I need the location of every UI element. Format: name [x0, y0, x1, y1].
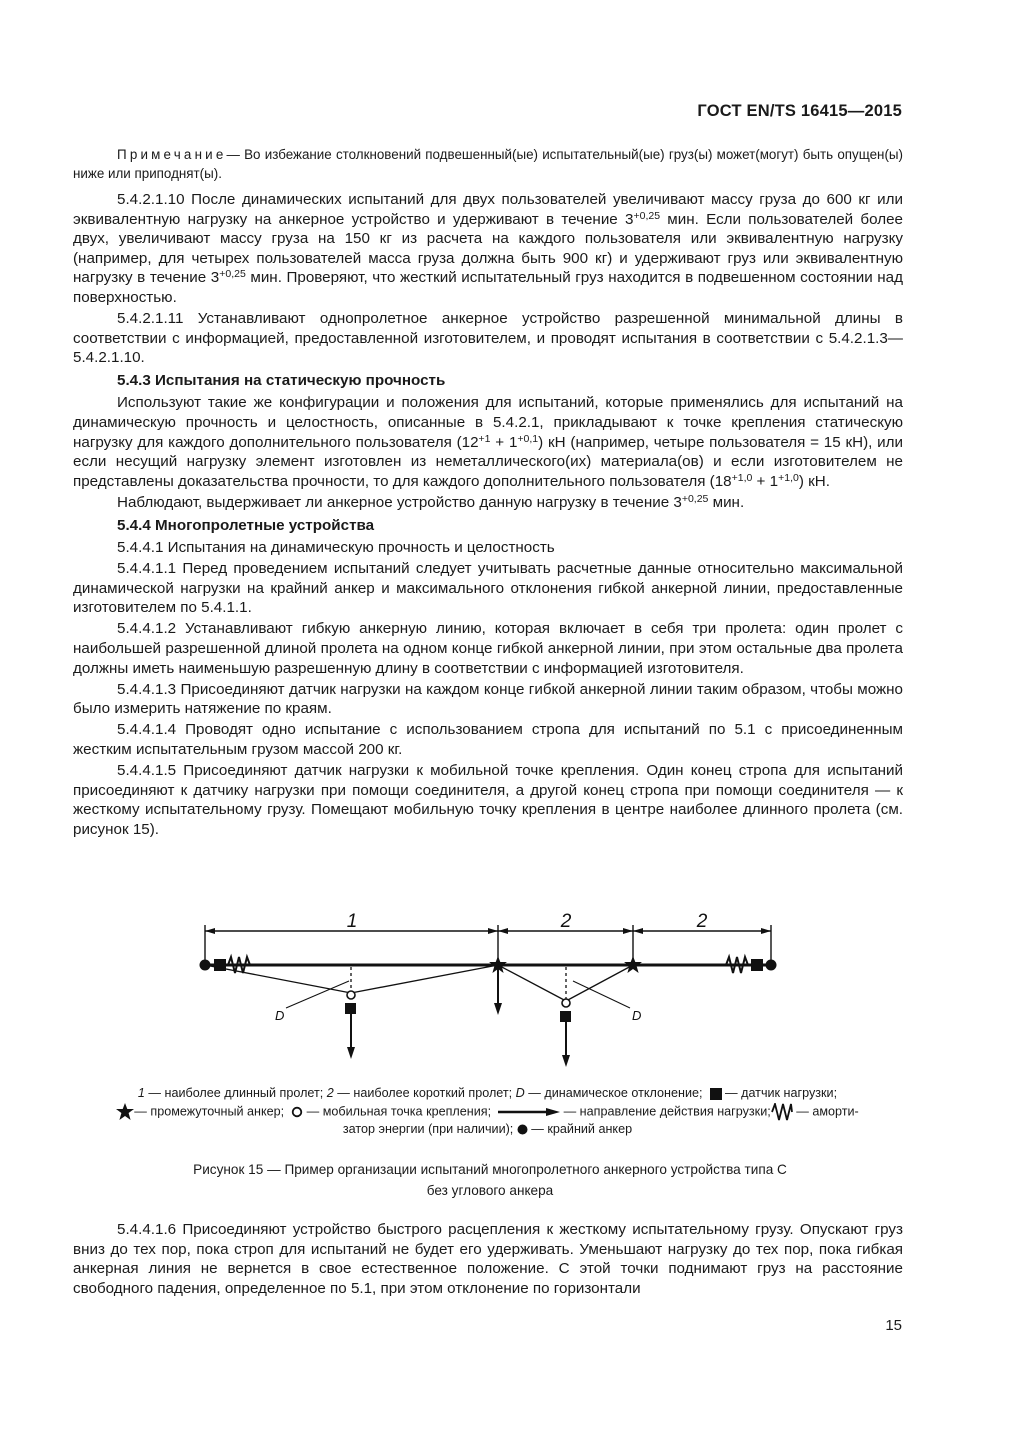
page-number: 15 — [885, 1317, 902, 1334]
note-label: Примечание — [117, 147, 227, 162]
load-sensor-2 — [560, 1011, 571, 1022]
legend-text: — крайний анкер — [527, 1121, 633, 1136]
heading-5-4-3: 5.4.3 Испытания на статическую прочность — [117, 371, 446, 389]
legend-text: — динамическое отклонение; — [524, 1086, 703, 1100]
paragraph-5-4-4-1-4: 5.4.4.1.4 Проводят одно испытание с использованием стропа для испытаний по 5.1 с присоединенным жестким испытательным грузом массой 200 кг. — [73, 721, 903, 759]
text-run: Наблюдают, выдерживает ли анкерное устройство данную нагрузку в течение 3 — [117, 493, 682, 511]
text-run: + 1 — [752, 472, 779, 490]
superscript: +1,0 — [778, 471, 799, 484]
load-sensor-1 — [345, 1003, 356, 1014]
load-direction-arrowhead — [494, 1003, 502, 1015]
arrowhead — [623, 928, 633, 934]
paragraph-5-4-4-1: 5.4.4.1 Испытания на динамическую прочность и целостность — [117, 539, 555, 557]
superscript: +0,25 — [219, 268, 246, 281]
text-run: Используют такие же конфигурации и положения для испытаний, которые применялись для испытаний на динамическую прочность и целостность, описанные в 5.4.2.1, прикладывают к точке крепления статическую нагрузку для каждого дополнительного пользователя (12 — [73, 394, 903, 451]
legend-text: — направление действия нагрузки; — [560, 1103, 771, 1118]
paragraph-5-4-4-1-1: 5.4.4.1.1 Перед проведением испытаний следует учитывать расчетные данные относительно максимальной динамической нагрузки на крайний анкер и максимального отклонения гибкой анкерной линии, предоставленные изготовителем по 5.4.1.1. — [73, 560, 903, 617]
deflected-line-right — [566, 965, 633, 1001]
standard-header: ГОСТ EN/TS 16415—2015 — [697, 102, 902, 120]
paragraph-observe — [73, 493, 903, 513]
arrowhead — [633, 928, 643, 934]
caption-line-1: Рисунок 15 — Пример организации испытаний многопролетного анкерного устройства типа С — [193, 1162, 787, 1177]
deflected-line-right — [351, 965, 498, 993]
body-text-after-figure — [73, 1220, 903, 1298]
arrowhead — [205, 928, 215, 934]
text-run: мин. — [708, 493, 745, 511]
load-direction-arrowhead — [562, 1055, 570, 1067]
legend-text: — наиболее короткий пролет; — [333, 1086, 516, 1100]
mobile-point-icon — [291, 1106, 303, 1118]
legend-text: затор энергии (при наличии); — [342, 1121, 514, 1136]
figure-legend — [80, 1085, 895, 1138]
figure-caption — [90, 1159, 890, 1201]
load-sensor-right — [751, 959, 763, 971]
mobile-attachment-point-2 — [562, 999, 570, 1007]
energy-absorber-icon — [771, 1103, 793, 1121]
paragraph-5-4-3 — [73, 393, 903, 491]
text-run: мин. Проверяют, что жесткий испытательный груз находится в подвешенном состоянии над поверхностью. — [73, 269, 903, 306]
body-text — [73, 146, 903, 841]
star-icon — [116, 1103, 134, 1120]
text-run: мин. Если пользователей более двух, увеличивают массу груза на 150 кг из расчета на каждого пользователя или эквивалентную нагрузку (например, для четырех пользователей масса груза должна быть 900 кг) и удерживают груз или эквивалентную нагрузку в течение 3 — [73, 210, 903, 287]
legend-text: — мобильная точка крепления; — [303, 1103, 492, 1118]
text-run: 5.4.2.1.10 После динамических испытаний для двух пользователей увеличивают массу груза до 600 кг или эквивалентную нагрузку на анкерное устройство и удерживают в течение 3 — [73, 191, 903, 228]
text-run: + 1 — [490, 433, 518, 451]
heading-5-4-4: 5.4.4 Многопролетные устройства — [117, 516, 375, 534]
arrow-right-icon — [498, 1107, 560, 1117]
caption-line-2: без углового анкера — [426, 1183, 554, 1198]
superscript: +0,25 — [681, 492, 709, 505]
legend-line-1 — [80, 1085, 895, 1103]
load-sensor-icon — [710, 1088, 722, 1100]
superscript: +1 — [478, 432, 491, 445]
superscript: +0,25 — [633, 209, 661, 222]
leader-line — [286, 981, 349, 1008]
leader-line — [573, 981, 630, 1008]
end-anchor-icon — [517, 1124, 528, 1135]
arrowhead — [488, 928, 498, 934]
note-paragraph — [73, 146, 903, 183]
deflection-label-2: D — [632, 1008, 642, 1023]
legend-line-2 — [80, 1103, 895, 1121]
span-label-short-1: 2 — [560, 911, 572, 932]
deflected-line-left — [205, 965, 351, 993]
paragraph-5-4-2-1-10 — [73, 190, 903, 308]
superscript: +0,1 — [517, 432, 539, 445]
superscript: +1,0 — [731, 471, 753, 484]
end-anchor-right — [766, 960, 777, 971]
paragraph-5-4-4-1-6: 5.4.4.1.6 Присоединяют устройство быстрого расцепления к жесткому испытательному грузу. Опускают груз вниз до тех пор, пока строп для испытаний не будет его удерживать. Уменьшают нагрузку до тех пор, пока гибкая анкерная линия не вернется в свое естественное положение. С этой точки поднимают груз на расстояние свободного падения, определенное по 5.1, при этом отклонение по горизонтали — [73, 1221, 903, 1297]
legend-line-3 — [80, 1121, 895, 1139]
paragraph-5-4-4-1-2: 5.4.4.1.2 Устанавливают гибкую анкерную линию, которая включает в себя три пролета: один пролет с наибольшей разрешенной длиной пролета на одном конце гибкой анкерной линии, при этом остальные два пролета должны иметь наименьшую разрешенную длину в соответствии с информацией изготовителя. — [73, 620, 903, 677]
deflection-label-1: D — [275, 1008, 285, 1023]
load-direction-arrowhead — [347, 1047, 355, 1059]
span-label-longest: 1 — [346, 911, 358, 932]
mobile-attachment-point-1 — [347, 991, 355, 999]
legend-text: — аморти- — [792, 1103, 859, 1118]
legend-key: D — [515, 1086, 525, 1100]
paragraph-5-4-2-1-11: 5.4.2.1.11 Устанавливают однопролетное анкерное устройство разрешенной минимальной длины в соответствии с информацией, предоставленной изготовителем, и проводят испытания в соответствии с 5.4.2.1.3—5.4.2.1.10. — [73, 310, 903, 367]
legend-text: — датчик нагрузки; — [721, 1086, 838, 1100]
arrowhead — [498, 928, 508, 934]
span-label-short-2: 2 — [696, 911, 708, 932]
legend-text: — промежуточный анкер; — [134, 1103, 285, 1118]
paragraph-5-4-4-1-5: 5.4.4.1.5 Присоединяют датчик нагрузки к мобильной точке крепления. Один конец стропа для испытаний присоединяют к датчику нагрузки при помощи соединителя, а другой конец стропа при помощи соединителя — к жесткому испытательному грузу. Помещают мобильную точку крепления в центре наиболее длинного пролета (см. рисунок 15). — [73, 762, 903, 838]
arrowhead — [761, 928, 771, 934]
text-run: ) кН. — [798, 472, 830, 490]
legend-key: 2 — [326, 1086, 334, 1100]
legend-key: 1 — [137, 1086, 145, 1100]
paragraph-5-4-4-1-3: 5.4.4.1.3 Присоединяют датчик нагрузки на каждом конце гибкой анкерной линии таким образом, чтобы можно было измерить натяжение по краям. — [73, 680, 903, 718]
text-run: ) кН (например, четыре пользователя = 15 кН), или если несущий нагрузку элемент изготовлен из неметаллического(их) материала(ов) и если изготовителем не представлены доказательства прочности, то для каждого дополнительного пользователя (18 — [73, 433, 903, 490]
note-text: — Во избежание столкновений подвешенный(ые) испытательный(ые) груз(ы) может(могут) быть опущен(ы) ниже или приподнят(ы). — [73, 147, 903, 181]
deflected-line-left — [498, 965, 566, 1001]
figure-15-diagram — [190, 905, 790, 1075]
legend-text: — наиболее длинный пролет; — [144, 1086, 327, 1100]
